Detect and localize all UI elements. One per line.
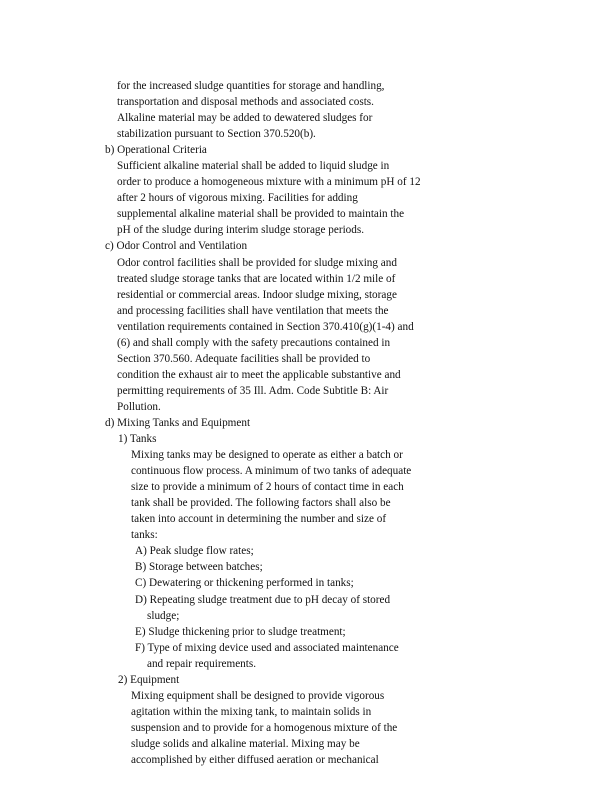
text-line: (6) and shall comply with the safety precautions contained in — [117, 336, 391, 349]
list-item: E) Sludge thickening prior to sludge treatment; — [135, 625, 346, 638]
list-item: F) Type of mixing device used and associated maintenance — [135, 641, 399, 654]
text-line: sludge solids and alkaline material. Mixing may be — [131, 737, 360, 750]
text-line: pH of the sludge during interim sludge storage periods. — [117, 224, 365, 237]
document-body — [0, 78, 613, 768]
text-line: suspension and to provide for a homogenous mixture of the — [131, 721, 398, 734]
section-heading-operational-criteria: b) Operational Criteria — [105, 144, 207, 157]
text-line: permitting requirements of 35 Ill. Adm. Code Subtitle B: Air — [117, 384, 389, 397]
text-line: continuous flow process. A minimum of two tanks of adequate — [131, 465, 412, 478]
text-line: Pollution. — [117, 400, 161, 413]
text-line: after 2 hours of vigorous mixing. Facilities for adding — [117, 192, 358, 205]
text-line: accomplished by either diffused aeration or mechanical — [131, 753, 379, 766]
list-item: D) Repeating sludge treatment due to pH decay of stored — [135, 593, 391, 606]
list-item: B) Storage between batches; — [135, 561, 263, 574]
text-line: Sufficient alkaline material shall be added to liquid sludge in — [117, 160, 390, 173]
text-line: supplemental alkaline material shall be provided to maintain the — [117, 208, 405, 221]
text-line: stabilization pursuant to Section 370.520(b). — [117, 128, 316, 141]
subsection-heading-equipment: 2) Equipment — [118, 673, 180, 686]
list-item-continuation: and repair requirements. — [147, 657, 257, 670]
text-line: and processing facilities shall have ventilation that meets the — [117, 304, 389, 317]
text-line: Mixing equipment shall be designed to provide vigorous — [131, 689, 385, 702]
text-line: size to provide a minimum of 2 hours of contact time in each — [131, 481, 404, 494]
text-line: Odor control facilities shall be provided for sludge mixing and — [117, 256, 397, 269]
text-line: agitation within the mixing tank, to maintain solids in — [131, 705, 372, 718]
text-line: Section 370.560. Adequate facilities shall be provided to — [117, 352, 371, 365]
text-line: residential or commercial areas. Indoor sludge mixing, storage — [117, 288, 397, 301]
section-heading-mixing-tanks: d) Mixing Tanks and Equipment — [105, 416, 251, 429]
subsection-heading-tanks: 1) Tanks — [118, 433, 157, 446]
text-line: tank shall be provided. The following factors shall also be — [131, 497, 391, 510]
section-heading-odor-control: c) Odor Control and Ventilation — [105, 240, 248, 253]
text-line: Alkaline material may be added to dewatered sludges for — [117, 112, 373, 125]
text-line: Mixing tanks may be designed to operate as either a batch or — [131, 449, 403, 462]
text-line: for the increased sludge quantities for storage and handling, — [117, 80, 385, 92]
text-line: ventilation requirements contained in Section 370.410(g)(1-4) and — [117, 320, 414, 333]
text-line: order to produce a homogeneous mixture with a minimum pH of 12 — [117, 176, 421, 189]
text-line: taken into account in determining the number and size of — [131, 513, 387, 526]
text-line: tanks: — [131, 529, 158, 542]
list-item-continuation: sludge; — [147, 609, 180, 622]
text-line: condition the exhaust air to meet the applicable substantive and — [117, 368, 401, 381]
list-item: A) Peak sludge flow rates; — [135, 545, 254, 558]
text-line: treated sludge storage tanks that are located within 1/2 mile of — [117, 272, 396, 285]
text-line: transportation and disposal methods and associated costs. — [117, 96, 374, 109]
list-item: C) Dewatering or thickening performed in tanks; — [135, 577, 354, 590]
